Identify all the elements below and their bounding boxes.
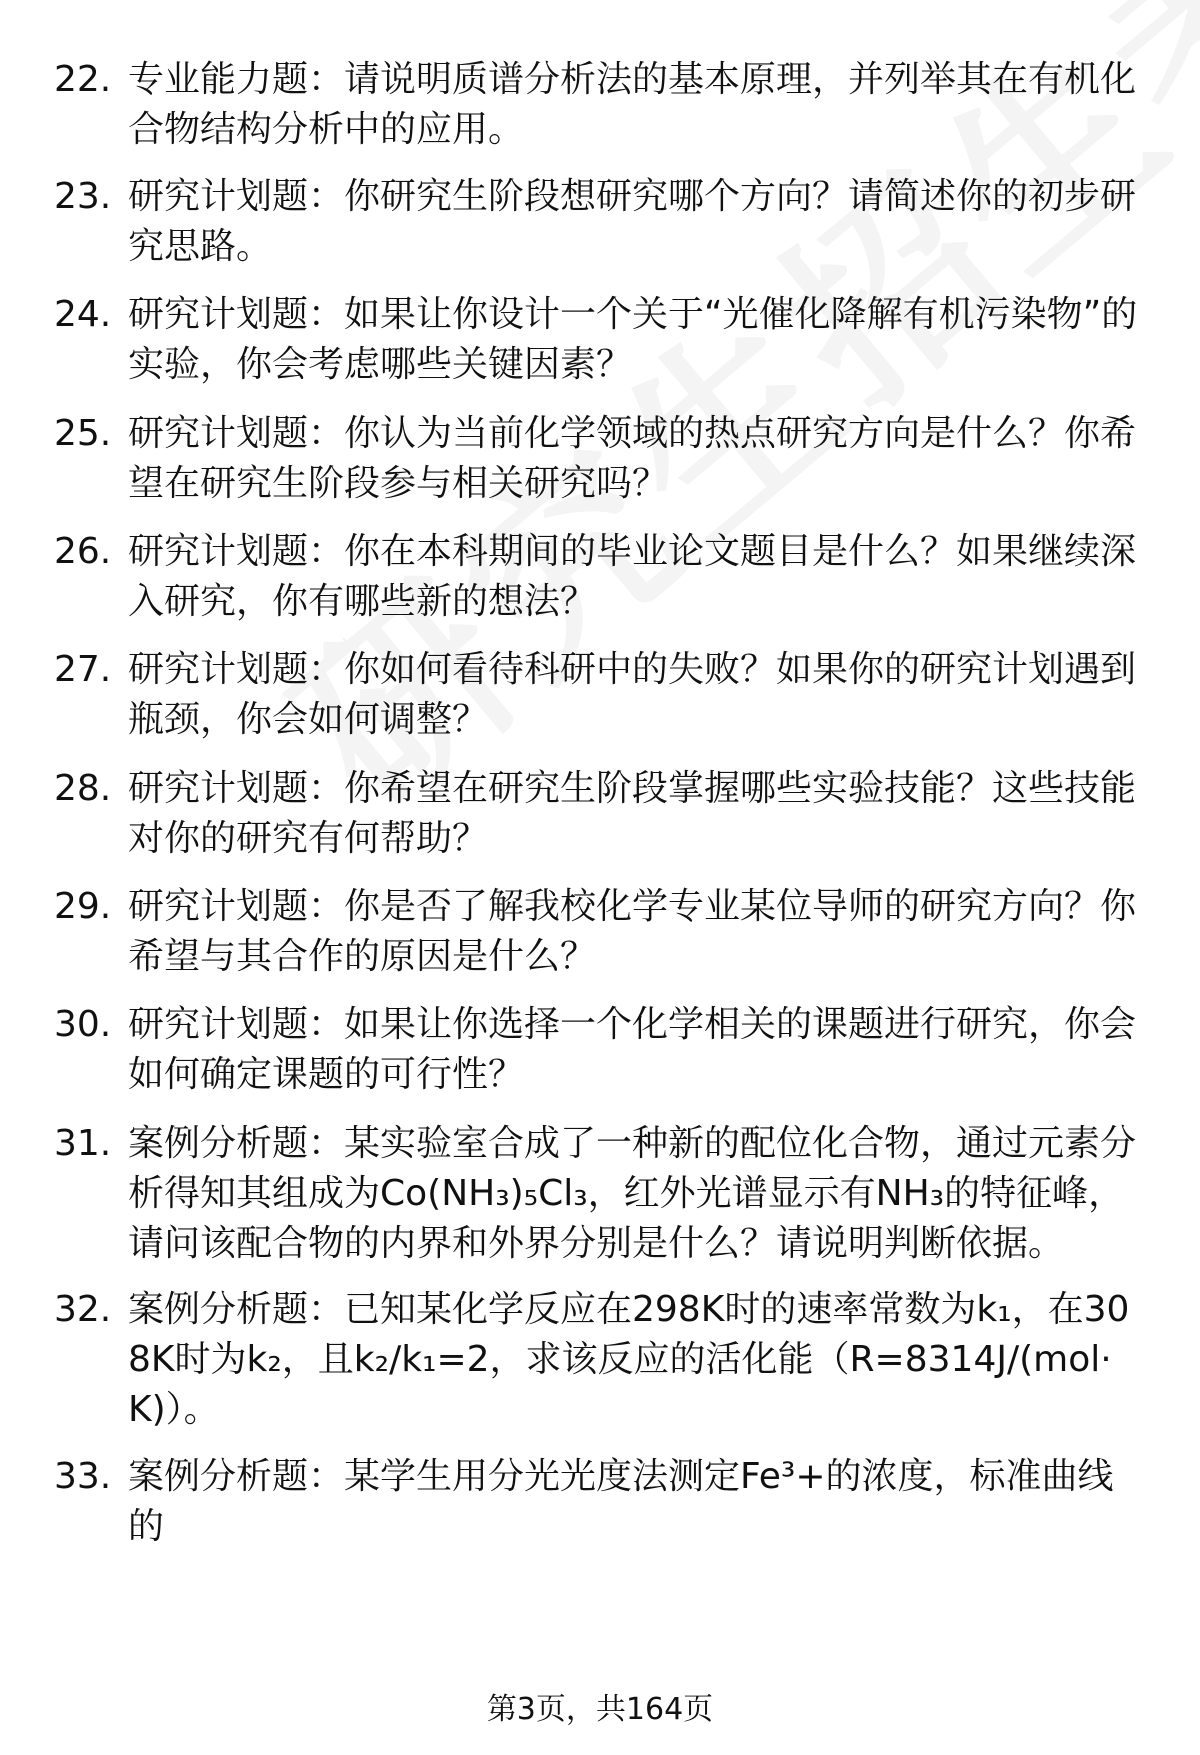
question-text: 案例分析题：某学生用分光光度法测定Fe³+的浓度，标准曲线的: [128, 1456, 1114, 1547]
question-text: 研究计划题：你如何看待科研中的失败？如果你的研究计划遇到瓶颈，你会如何调整？: [128, 649, 1137, 740]
question-text: 案例分析题：某实验室合成了一种新的配位化合物，通过元素分析得知其组成为Co(NH₃)₅Cl₃，红外光谱显示有NH₃的特征峰，请问该配合物的内界和外界分别是什么？请说明判断依据。: [128, 1123, 1137, 1264]
page-footer: 第3页，共164页: [486, 1692, 714, 1727]
question-number: 22.: [54, 59, 112, 100]
question-number: 23.: [54, 176, 112, 217]
question-text: 案例分析题：已知某化学反应在298K时的速率常数为k₁，在308K时为k₂，且k₂/k₁=2，求该反应的活化能（R=8314J/(mol·K)）。: [128, 1289, 1130, 1430]
question-number: 26.: [54, 531, 112, 572]
question-text: 研究计划题：你认为当前化学领域的热点研究方向是什么？你希望在研究生阶段参与相关研究吗？: [128, 413, 1137, 504]
question-text: 研究计划题：你在本科期间的毕业论文题目是什么？如果继续深入研究，你有哪些新的想法？: [128, 531, 1137, 622]
question-number: 31.: [54, 1123, 112, 1164]
question-number: 30.: [54, 1004, 112, 1045]
question-text: 研究计划题：你希望在研究生阶段掌握哪些实验技能？这些技能对你的研究有何帮助？: [128, 768, 1137, 859]
question-text: 研究计划题：你研究生阶段想研究哪个方向？请简述你的初步研究思路。: [128, 176, 1137, 267]
question-text: 专业能力题：请说明质谱分析法的基本原理，并列举其在有机化合物结构分析中的应用。: [128, 59, 1137, 150]
question-text: 研究计划题：你是否了解我校化学专业某位导师的研究方向？你希望与其合作的原因是什么？: [128, 886, 1137, 977]
question-text: 研究计划题：如果让你设计一个关于“光催化降解有机污染物”的实验，你会考虑哪些关键因素？: [128, 294, 1138, 385]
question-number: 32.: [54, 1289, 112, 1330]
question-number: 33.: [54, 1456, 112, 1497]
question-number: 27.: [54, 649, 112, 690]
question-number: 28.: [54, 768, 112, 809]
question-number: 25.: [54, 413, 112, 454]
question-text: 研究计划题：如果让你选择一个化学相关的课题进行研究，你会如何确定课题的可行性？: [128, 1004, 1137, 1095]
question-number: 24.: [54, 294, 112, 335]
question-number: 29.: [54, 886, 112, 927]
